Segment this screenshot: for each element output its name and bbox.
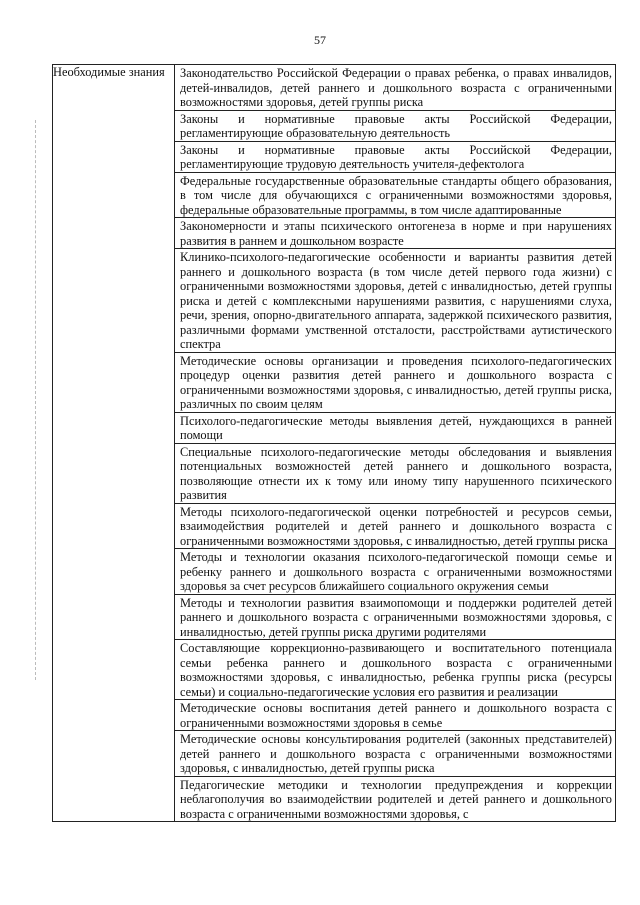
table-row (53, 65, 616, 822)
list-item: Методические основы консультирования родителей (законных представителей) детей раннего и дошкольного возраста с ограниченными возможностями здоровья, с инвалидностью, детей группы риска (175, 731, 615, 777)
list-item: Психолого-педагогические методы выявления детей, нуждающихся в ранней помощи (175, 413, 615, 444)
list-item: Специальные психолого-педагогические методы обследования и выявления потенциальных возможностей детей раннего и дошкольного возраста, позволяющие отнести их к тому или иному типу нарушенного психического развития (175, 444, 615, 504)
list-item: Закономерности и этапы психического онтогенеза в норме и при нарушениях развития в раннем и дошкольном возрасте (175, 218, 615, 249)
requirements-table (52, 64, 616, 822)
list-item: Методы и технологии развития взаимопомощи и поддержки родителей детей раннего и дошкольного возраста с ограниченными возможностями здоровья, с инвалидностью, детей группы риска другими родителями (175, 595, 615, 641)
list-item: Клинико-психолого-педагогические особенности и варианты развития детей раннего и дошкольного возраста (в том числе детей первого года жизни) с ограниченными возможностями здоровья, детей с инвалидностью, детей группы риска и детей с комплексными нарушениями развития, с нарушениями слуха, речи, зрения, опорно-двигательного аппарата, задержкой психического развития, различными формами умственной отсталости, расстройствами аутистического спектра (175, 249, 615, 353)
list-item: Составляющие коррекционно-развивающего и воспитательного потенциала семьи ребенка раннего и дошкольного возраста с ограниченными возможностями здоровья, с инвалидностью, ребенка группы риска (ресурсы семьи) и социально-педагогические условия его развития и реализации (175, 640, 615, 700)
list-item: Законодательство Российской Федерации о правах ребенка, о правах инвалидов, детей-инвалидов, детей раннего и дошкольного возраста с ограниченными возможностями здоровья, детей группы риска (175, 65, 615, 111)
binding-marks (35, 120, 37, 680)
list-item: Методы психолого-педагогической оценки потребностей и ресурсов семьи, взаимодействия родителей и детей раннего и дошкольного возраста с ограниченными возможностями здоровья, с инвалидностью, детей группы риска (175, 504, 615, 550)
page-number: 57 (314, 33, 326, 47)
list-item: Федеральные государственные образовательные стандарты общего образования, в том числе для обучающихся с ограниченными возможностями здоровья, федеральные образовательные программы, в том числе адаптированные (175, 173, 615, 219)
list-item: Методы и технологии оказания психолого-педагогической помощи семье и ребенку раннего и дошкольного возраста с ограниченными возможностями здоровья за счет ресурсов ближайшего социального окружения семьи (175, 549, 615, 595)
list-item: Педагогические методики и технологии предупреждения и коррекции неблагополучия во взаимодействии родителей и детей раннего и дошкольного возраста с ограниченными возможностями здоровья, с (180, 777, 612, 821)
list-item: Законы и нормативные правовые акты Российской Федерации, регламентирующие трудовую деятельность учителя-дефектолога (175, 142, 615, 173)
list-item: Методические основы воспитания детей раннего и дошкольного возраста с ограниченными возможностями здоровья в семье (175, 700, 615, 731)
list-item: Законы и нормативные правовые акты Российской Федерации, регламентирующие образовательную деятельность (175, 111, 615, 142)
content-cell (175, 65, 616, 822)
row-label: Необходимые знания (53, 65, 175, 822)
list-item: Методические основы организации и проведения психолого-педагогических процедур оценки развития детей раннего и дошкольного возраста с ограниченными возможностями здоровья, с инвалидностью, детей группы риска, различных по своим целям (175, 353, 615, 413)
